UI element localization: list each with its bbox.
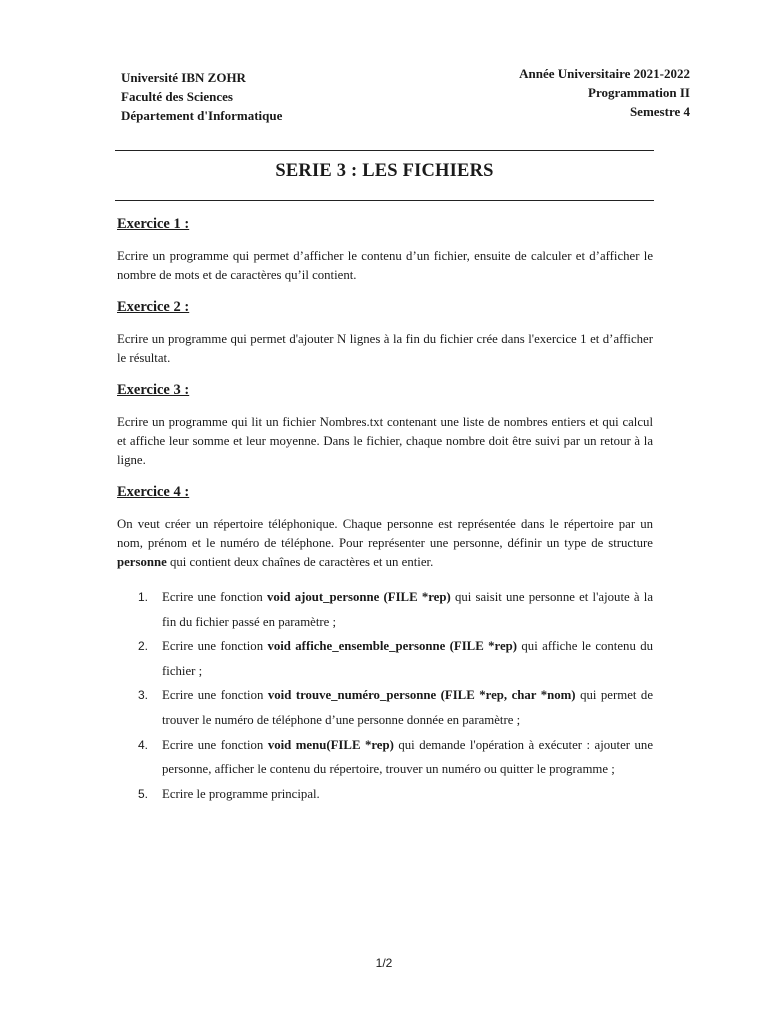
item-number: 3.: [138, 688, 149, 703]
page-number: 1/2: [375, 956, 393, 970]
exercise-2-heading: Exercice 2 :: [117, 299, 190, 315]
exercise-3-heading: Exercice 3 :: [117, 382, 190, 398]
item-text-before: Ecrire une fonction: [162, 737, 264, 752]
exercise-4-intro: [117, 515, 653, 572]
list-item: [117, 683, 653, 732]
item-function-signature: void ajout_personne (FILE *rep): [267, 590, 451, 604]
intro-text-before: On veut créer un répertoire téléphonique. Chaque personne est représentée dans le répertoire par un nom, prénom et le numéro de téléphone. Pour représenter une personne, définir un type de structure: [117, 517, 653, 550]
list-item: [117, 782, 653, 807]
item-text-after: qui permet de trouver le numéro de téléphone d’une personne donnée en paramètre ;: [162, 688, 654, 727]
exercise-list: [117, 215, 653, 806]
item-text-before: Ecrire une fonction: [162, 590, 263, 604]
title-rule-bottom: [115, 200, 654, 201]
item-text-before: Ecrire une fonction: [162, 639, 264, 654]
faculty-name: Faculté des Sciences: [121, 89, 233, 104]
exercise-4-heading: Exercice 4 :: [117, 484, 190, 500]
item-text-after: qui affiche le contenu du fichier ;: [162, 639, 653, 678]
exercise-3-text: Ecrire un programme qui lit un fichier Nombres.txt contenant une liste de nombres entiers et qui calcul et affiche leur somme et leur moyenne. Dans le fichier, chaque nombre doit être suivi par un retour à la ligne.: [117, 415, 653, 467]
department-name: Département d'Informatique: [121, 108, 283, 123]
intro-text-after: qui contient deux chaînes de caractères et un entier.: [169, 555, 434, 569]
list-item: [117, 634, 653, 683]
item-number: 4.: [138, 737, 149, 752]
item-text-after: qui saisit une personne et l'ajoute à la fin du fichier passé en paramètre ;: [162, 590, 654, 629]
item-function-signature: void menu(FILE *rep): [267, 737, 394, 752]
course-name: Programmation II: [588, 85, 690, 100]
university-name: Université IBN ZOHR: [121, 70, 246, 85]
page-title: SERIE 3 : LES FICHIERS: [275, 161, 494, 181]
item-function-signature: void affiche_ensemble_personne (FILE *rep): [267, 639, 518, 654]
exercise-4-tasks: [117, 585, 653, 806]
item-text: Ecrire le programme principal.: [162, 786, 320, 801]
academic-year: Année Universitaire 2021-2022: [519, 66, 690, 81]
list-item: [117, 733, 653, 782]
institution-header: [121, 68, 282, 125]
list-item: [117, 585, 653, 634]
course-header: [519, 64, 690, 121]
exercise-2-text: Ecrire un programme qui permet d'ajouter N lignes à la fin du fichier crée dans l'exercice 1 et d’afficher le résultat.: [117, 332, 653, 365]
title-rule-top: [115, 150, 654, 151]
exercise-1-heading: Exercice 1 :: [117, 216, 190, 232]
item-number: 2.: [138, 639, 149, 654]
intro-struct-name: personne: [117, 555, 167, 569]
item-number: 5.: [138, 786, 149, 801]
semester: Semestre 4: [629, 104, 690, 119]
item-function-signature: void trouve_numéro_personne (FILE *rep, char *nom): [267, 688, 576, 703]
item-text-after: qui demande l'opération à exécuter : ajouter une personne, afficher le contenu du répertoire, trouver un numéro ou quitter le programme ;: [162, 737, 654, 777]
item-number: 1.: [138, 590, 149, 604]
exercise-1-text: Ecrire un programme qui permet d’afficher le contenu d’un fichier, ensuite de calculer et d’afficher le nombre de mots et de caractères qu’il contient.: [117, 249, 653, 282]
item-text-before: Ecrire une fonction: [162, 688, 264, 703]
